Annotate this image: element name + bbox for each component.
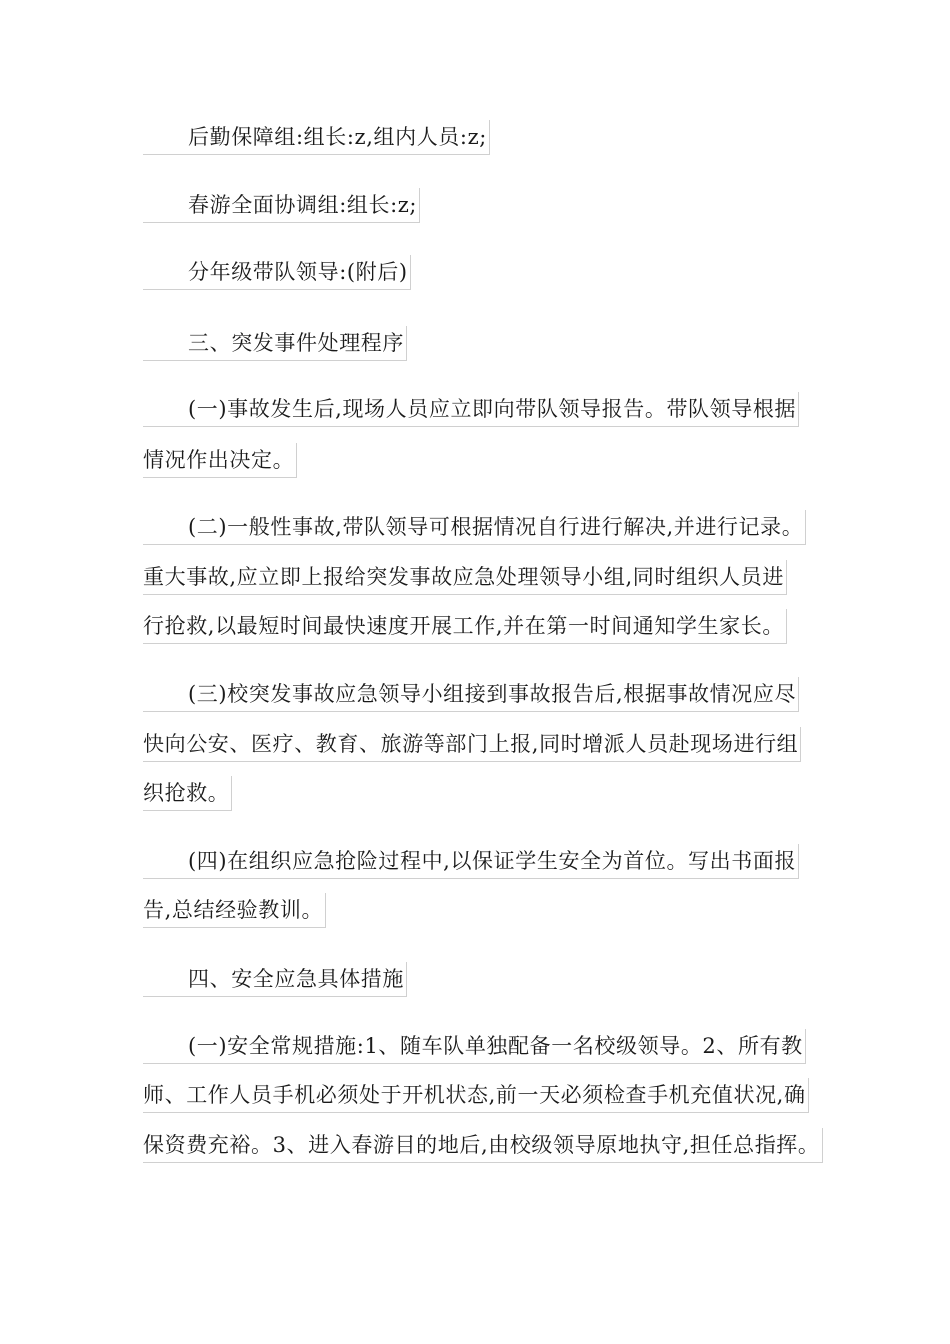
paragraph-5-line-1: (一)安全常规措施:1、随车队单独配备一名校级领导。2、所有教 bbox=[143, 1029, 806, 1064]
paragraph-2-line-2: 重大事故,应立即上报给突发事故应急处理领导小组,同时组织人员进 bbox=[143, 560, 787, 595]
text-line-grade-leaders: 分年级带队领导:(附后) bbox=[143, 255, 411, 290]
paragraph-3-line-3: 织抢救。 bbox=[143, 776, 232, 811]
section-heading-emergency-procedure: 三、突发事件处理程序 bbox=[143, 326, 407, 361]
paragraph-3-line-1: (三)校突发事故应急领导小组接到事故报告后,根据事故情况应尽 bbox=[143, 677, 799, 712]
paragraph-1-line-2: 情况作出决定。 bbox=[143, 443, 297, 478]
paragraph-2-line-3: 行抢救,以最短时间最快速度开展工作,并在第一时间通知学生家长。 bbox=[143, 609, 787, 644]
paragraph-1-line-1: (一)事故发生后,现场人员应立即向带队领导报告。带队领导根据 bbox=[143, 392, 799, 427]
paragraph-4-line-2: 告,总结经验教训。 bbox=[143, 893, 326, 928]
text-line-coordination-group: 春游全面协调组:组长:z; bbox=[143, 188, 420, 223]
paragraph-4-line-1: (四)在组织应急抢险过程中,以保证学生安全为首位。写出书面报 bbox=[143, 844, 799, 879]
text-line-logistics-group: 后勤保障组:组长:z,组内人员:z; bbox=[143, 120, 490, 155]
paragraph-3-line-2: 快向公安、医疗、教育、旅游等部门上报,同时增派人员赴现场进行组 bbox=[143, 727, 801, 762]
paragraph-5-line-2: 师、工作人员手机必须处于开机状态,前一天必须检查手机充值状况,确 bbox=[143, 1078, 809, 1113]
paragraph-5-line-3: 保资费充裕。3、进入春游目的地后,由校级领导原地执守,担任总指挥。 bbox=[143, 1128, 823, 1163]
paragraph-2-line-1: (二)一般性事故,带队领导可根据情况自行进行解决,并进行记录。 bbox=[143, 510, 806, 545]
section-heading-safety-measures: 四、安全应急具体措施 bbox=[143, 962, 407, 997]
